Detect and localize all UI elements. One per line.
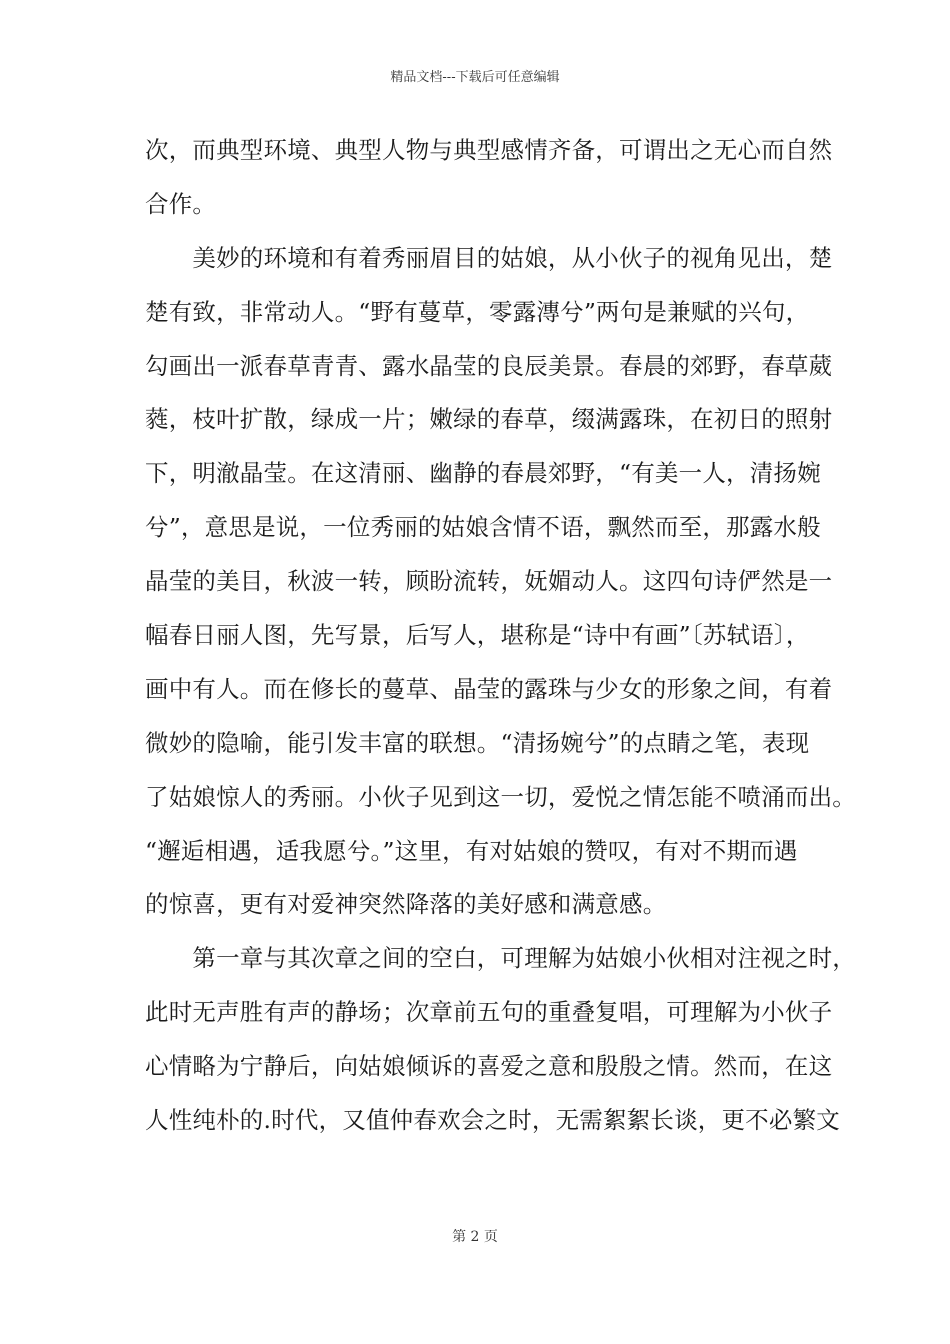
text-line: 蕤，枝叶扩散，绿成一片；嫩绿的春草，缀满露珠，在初日的照射 bbox=[145, 405, 833, 434]
document-body bbox=[145, 130, 856, 1154]
text-line: 合作。 bbox=[145, 189, 217, 218]
text-line: “邂逅相遇，适我愿兮。”这里，有对姑娘的赞叹，有对不期而遇 bbox=[145, 836, 798, 865]
text-line: 楚有致，非常动人。“野有蔓草，零露漙兮”两句是兼赋的兴句， bbox=[145, 297, 810, 326]
text-line: 人性纯朴的.时代，又值仲春欢会之时，无需絮絮长谈，更不必繁文 bbox=[145, 1106, 840, 1135]
text-line: 兮”，意思是说，一位秀丽的姑娘含情不语，飘然而至，那露水般 bbox=[145, 513, 821, 542]
text-line: 心情略为宁静后，向姑娘倾诉的喜爱之意和殷殷之情。然而，在这 bbox=[145, 1052, 833, 1081]
text-line: 勾画出一派春草青青、露水晶莹的良辰美景。春晨的郊野，春草葳 bbox=[145, 351, 833, 380]
text-line: 晶莹的美目，秋波一转，顾盼流转，妩媚动人。这四句诗俨然是一 bbox=[145, 567, 833, 596]
text-line: 次，而典型环境、典型人物与典型感情齐备，可谓出之无心而自然 bbox=[145, 136, 833, 164]
text-line: 的惊喜，更有对爱神突然降落的美好感和满意感。 bbox=[145, 890, 667, 919]
text-line: 下，明澈晶莹。在这清丽、幽静的春晨郊野，“有美一人，清扬婉 bbox=[145, 459, 821, 488]
text-line: 第一章与其次章之间的空白，可理解为姑娘小伙相对注视之时， bbox=[145, 944, 856, 973]
page-header: 精品文档---下载后可任意编辑 bbox=[390, 70, 560, 85]
text-line: 幅春日丽人图，先写景，后写人，堪称是“诗中有画”〔苏轼语〕， bbox=[145, 621, 810, 650]
text-line: 了姑娘惊人的秀丽。小伙子见到这一切，爱悦之情怎能不喷涌而出。 bbox=[145, 782, 856, 811]
text-line: 画中有人。而在修长的蔓草、晶莹的露珠与少女的形象之间，有着 bbox=[145, 674, 833, 703]
page-number: 第 2 页 bbox=[452, 1229, 498, 1245]
text-line: 此时无声胜有声的静场；次章前五句的重叠复唱，可理解为小伙子 bbox=[145, 998, 833, 1027]
text-line: 美妙的环境和有着秀丽眉目的姑娘，从小伙子的视角见出，楚 bbox=[145, 243, 833, 272]
text-line: 微妙的隐喻，能引发丰富的联想。“清扬婉兮”的点睛之笔，表现 bbox=[145, 728, 810, 757]
